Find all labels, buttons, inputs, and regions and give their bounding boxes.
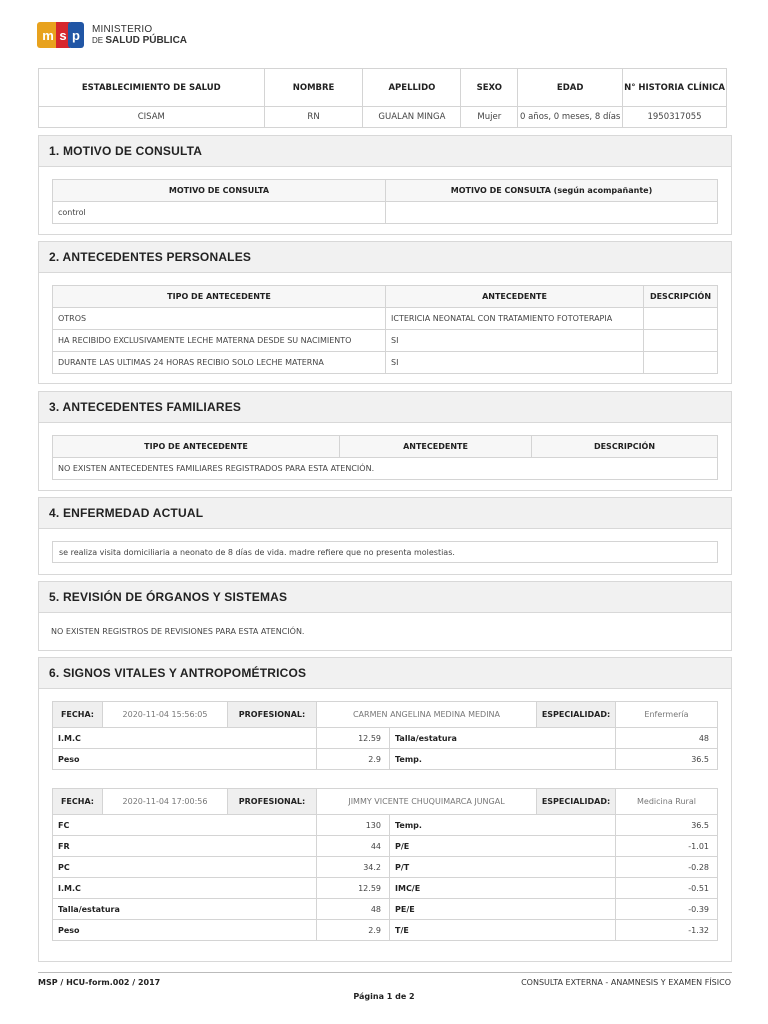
- value-sexo: Mujer: [461, 107, 518, 128]
- col-descripcion: DESCRIPCIÓN: [532, 436, 718, 458]
- logo-letter-m: m: [37, 22, 59, 48]
- footer-form-code: MSP / HCU-form.002 / 2017: [38, 978, 161, 987]
- enfermedad-actual-text: se realiza visita domiciliaria a neonato de 8 días de vida. madre refiere que no presenta molestias.: [52, 541, 718, 563]
- section-body: [39, 689, 731, 953]
- logo-letter-p: p: [68, 22, 84, 48]
- section-antecedentes-personales: [38, 241, 732, 384]
- vital-label: P/E: [390, 836, 616, 857]
- cell-tipo: OTROS: [53, 308, 386, 330]
- col-antecedente: ANTECEDENTE: [386, 286, 644, 308]
- cell-motivo-acompanante: [386, 202, 718, 224]
- vital-value: 2.9: [317, 749, 390, 770]
- value-especialidad: Medicina Rural: [616, 789, 718, 815]
- col-sexo: SEXO: [461, 69, 518, 107]
- label-fecha: FECHA:: [53, 702, 103, 728]
- table-row: [53, 878, 718, 899]
- vital-value: -0.39: [616, 899, 718, 920]
- section-title: 6. SIGNOS VITALES Y ANTROPOMÉTRICOS: [39, 658, 731, 689]
- label-profesional: PROFESIONAL:: [228, 789, 317, 815]
- section-title: 3. ANTECEDENTES FAMILIARES: [39, 392, 731, 423]
- vital-value: -1.32: [616, 920, 718, 941]
- patient-header-table: [38, 68, 727, 128]
- table-row: [53, 815, 718, 836]
- section-body: [39, 423, 731, 492]
- table-row: [53, 330, 718, 352]
- vital-label: Temp.: [390, 815, 616, 836]
- table-row: [53, 920, 718, 941]
- cell-antecedente: SI: [386, 352, 644, 374]
- logo-letter-s: s: [56, 22, 70, 48]
- section-revision-organos: [38, 581, 732, 651]
- vital-value: 12.59: [317, 728, 390, 749]
- footer-page-number: Página 1 de 2: [353, 992, 415, 1001]
- col-antecedente: ANTECEDENTE: [340, 436, 532, 458]
- msp-logo: [37, 18, 187, 52]
- value-especialidad: Enfermería: [616, 702, 718, 728]
- logo-line-2-bold: SALUD PÚBLICA: [105, 35, 188, 46]
- value-establecimiento: CISAM: [39, 107, 265, 128]
- logo-line-1: MINISTERIO: [92, 24, 153, 35]
- vital-value: 48: [317, 899, 390, 920]
- col-apellido: APELLIDO: [363, 69, 461, 107]
- table-row: [53, 728, 718, 749]
- cell-motivo: control: [53, 202, 386, 224]
- cell-descripcion: [644, 352, 718, 374]
- value-profesional: JIMMY VICENTE CHUQUIMARCA JUNGAL: [317, 789, 537, 815]
- cell-descripcion: [644, 330, 718, 352]
- vital-label: T/E: [390, 920, 616, 941]
- footer-divider: [38, 972, 732, 973]
- vital-value: -0.51: [616, 878, 718, 899]
- vital-label: Talla/estatura: [390, 728, 616, 749]
- motivo-table: [52, 179, 718, 224]
- vitals-header-row: [53, 702, 718, 728]
- footer-document-type: CONSULTA EXTERNA - ANAMNESIS Y EXAMEN FÍSICO: [521, 978, 731, 987]
- section-motivo-consulta: [38, 135, 732, 235]
- section-body: [39, 273, 731, 386]
- col-motivo-acompanante: MOTIVO DE CONSULTA (según acompañante): [386, 180, 718, 202]
- msp-logo-mark: [37, 18, 84, 52]
- patient-header-row: [39, 69, 727, 107]
- vital-value: 48: [616, 728, 718, 749]
- patient-values-row: [39, 107, 727, 128]
- vital-value: 12.59: [317, 878, 390, 899]
- vital-value: 36.5: [616, 749, 718, 770]
- col-descripcion: DESCRIPCIÓN: [644, 286, 718, 308]
- value-fecha: 2020-11-04 17:00:56: [103, 789, 228, 815]
- table-row: [53, 749, 718, 770]
- vital-label: PE/E: [390, 899, 616, 920]
- section-title: 4. ENFERMEDAD ACTUAL: [39, 498, 731, 529]
- logo-line-2-prefix: DE: [92, 36, 106, 45]
- table-row: [53, 857, 718, 878]
- col-tipo-antecedente: TIPO DE ANTECEDENTE: [53, 436, 340, 458]
- cell-empty-message: NO EXISTEN ANTECEDENTES FAMILIARES REGISTRADOS PARA ESTA ATENCIÓN.: [53, 458, 718, 480]
- value-edad: 0 años, 0 meses, 8 días: [518, 107, 623, 128]
- vital-label: Peso: [53, 920, 317, 941]
- section-body: [39, 529, 731, 575]
- vitals-block-1: [52, 701, 718, 770]
- col-tipo-antecedente: TIPO DE ANTECEDENTE: [53, 286, 386, 308]
- section-signos-vitales: [38, 657, 732, 962]
- value-historia-clinica: 1950317055: [623, 107, 727, 128]
- vitals-block-2: [52, 788, 718, 941]
- vital-value: -0.28: [616, 857, 718, 878]
- cell-tipo: DURANTE LAS ULTIMAS 24 HORAS RECIBIO SOLO LECHE MATERNA: [53, 352, 386, 374]
- vitals-header-row: [53, 789, 718, 815]
- section-antecedentes-familiares: [38, 391, 732, 491]
- vital-label: I.M.C: [53, 728, 317, 749]
- logo-text: [92, 24, 187, 46]
- value-profesional: CARMEN ANGELINA MEDINA MEDINA: [317, 702, 537, 728]
- table-row: [53, 352, 718, 374]
- section-title: 1. MOTIVO DE CONSULTA: [39, 136, 731, 167]
- vital-value: 2.9: [317, 920, 390, 941]
- value-nombre: RN: [264, 107, 363, 128]
- vital-label: FC: [53, 815, 317, 836]
- col-nombre: NOMBRE: [264, 69, 363, 107]
- vital-label: Temp.: [390, 749, 616, 770]
- label-profesional: PROFESIONAL:: [228, 702, 317, 728]
- vital-label: Talla/estatura: [53, 899, 317, 920]
- revision-organos-text: NO EXISTEN REGISTROS DE REVISIONES PARA ESTA ATENCIÓN.: [51, 627, 305, 636]
- vital-value: 130: [317, 815, 390, 836]
- vital-value: 34.2: [317, 857, 390, 878]
- col-edad: EDAD: [518, 69, 623, 107]
- vital-label: P/T: [390, 857, 616, 878]
- cell-tipo: HA RECIBIDO EXCLUSIVAMENTE LECHE MATERNA DESDE SU NACIMIENTO: [53, 330, 386, 352]
- label-fecha: FECHA:: [53, 789, 103, 815]
- vital-value: 36.5: [616, 815, 718, 836]
- vital-label: PC: [53, 857, 317, 878]
- col-motivo: MOTIVO DE CONSULTA: [53, 180, 386, 202]
- value-fecha: 2020-11-04 15:56:05: [103, 702, 228, 728]
- vital-label: FR: [53, 836, 317, 857]
- vital-label: Peso: [53, 749, 317, 770]
- table-row: [53, 899, 718, 920]
- cell-antecedente: ICTERICIA NEONATAL CON TRATAMIENTO FOTOTERAPIA: [386, 308, 644, 330]
- table-row: [53, 836, 718, 857]
- section-body: [39, 167, 731, 236]
- label-especialidad: ESPECIALIDAD:: [537, 702, 616, 728]
- col-historia-clinica: N° HISTORIA CLÍNICA: [623, 69, 727, 107]
- table-row: [53, 202, 718, 224]
- section-title: 2. ANTECEDENTES PERSONALES: [39, 242, 731, 273]
- value-apellido: GUALAN MINGA: [363, 107, 461, 128]
- antecedentes-personales-table: [52, 285, 718, 374]
- vital-value: -1.01: [616, 836, 718, 857]
- antecedentes-familiares-table: [52, 435, 718, 480]
- table-row: [53, 458, 718, 480]
- cell-antecedente: SI: [386, 330, 644, 352]
- label-especialidad: ESPECIALIDAD:: [537, 789, 616, 815]
- table-row: [53, 308, 718, 330]
- vital-value: 44: [317, 836, 390, 857]
- section-body: [39, 613, 731, 650]
- vital-label: I.M.C: [53, 878, 317, 899]
- vital-label: IMC/E: [390, 878, 616, 899]
- section-enfermedad-actual: [38, 497, 732, 575]
- section-title: 5. REVISIÓN DE ÓRGANOS Y SISTEMAS: [39, 582, 731, 613]
- cell-descripcion: [644, 308, 718, 330]
- col-establecimiento: ESTABLECIMIENTO DE SALUD: [39, 69, 265, 107]
